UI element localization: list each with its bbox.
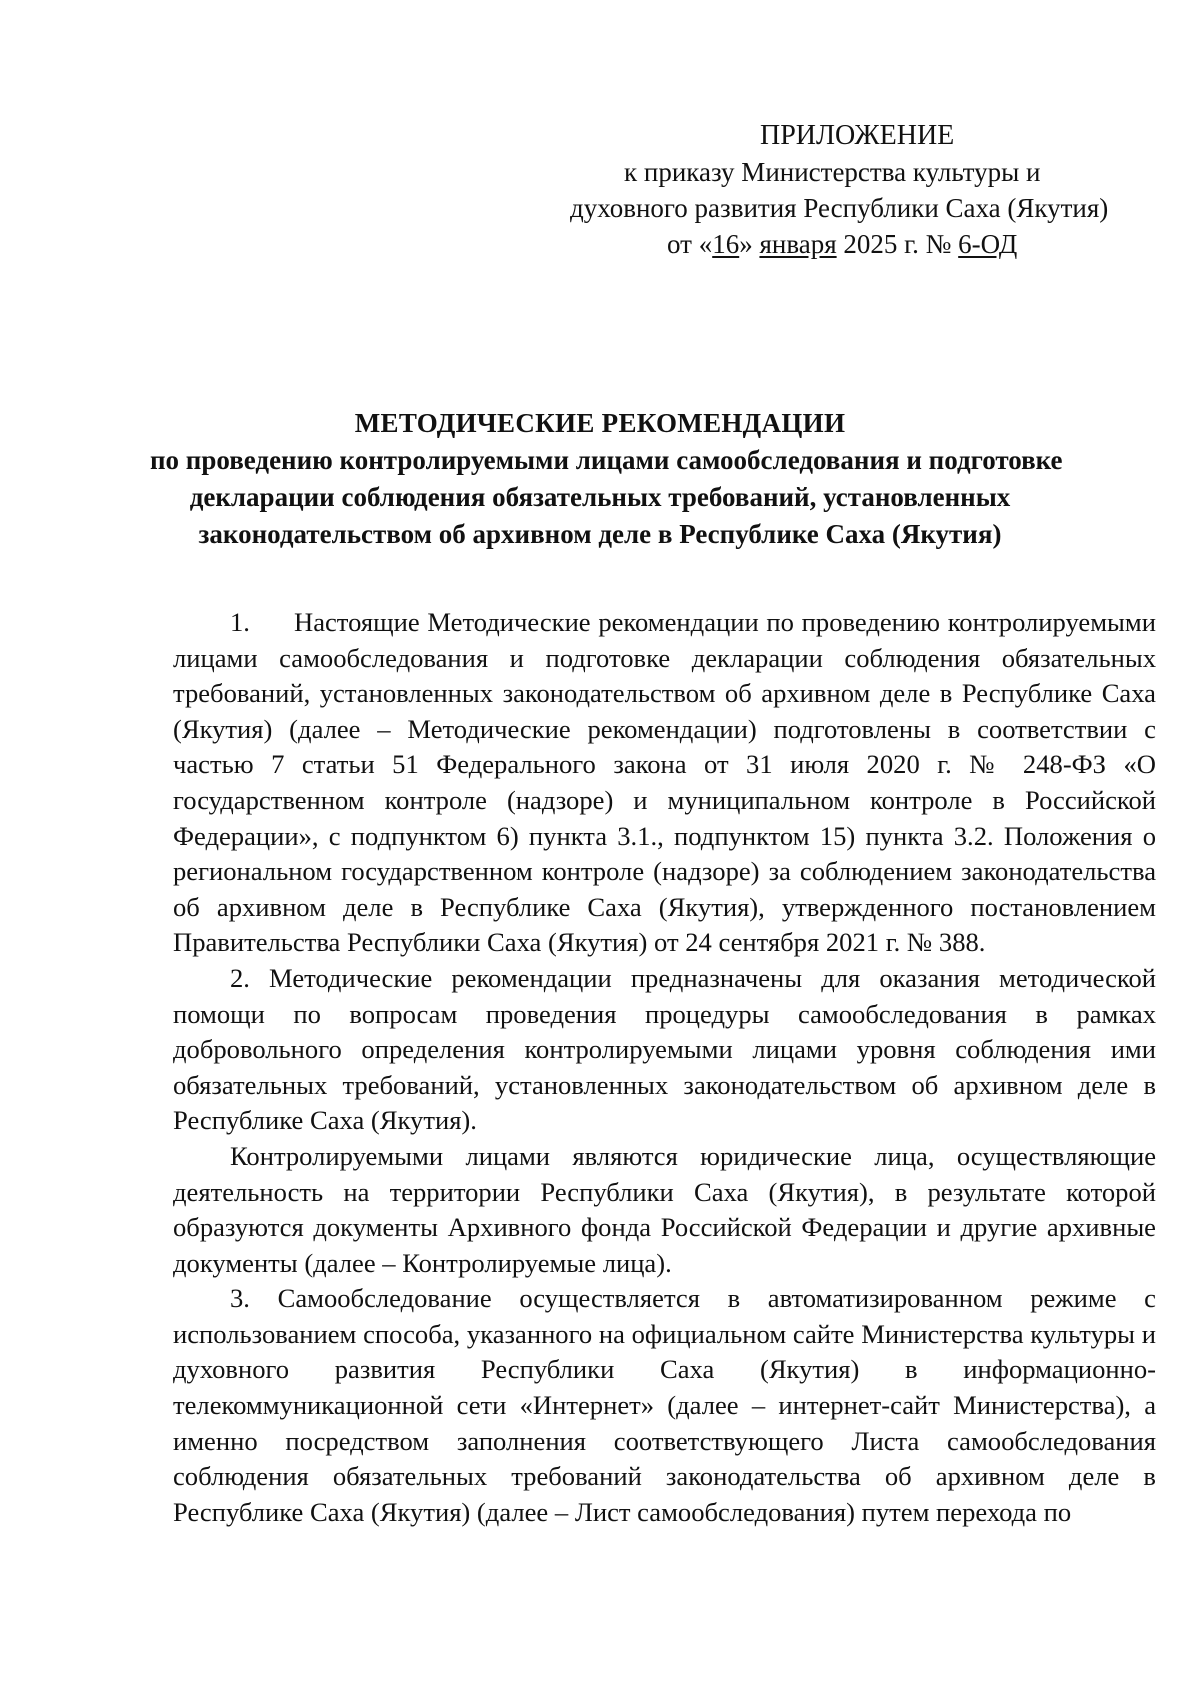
date-prefix: от « bbox=[667, 229, 713, 259]
document-body bbox=[173, 605, 1156, 1530]
date-day: 16 bbox=[712, 229, 740, 259]
title-sub-line: по проведению контролируемыми лицами самообследования и подготовке bbox=[150, 445, 1063, 475]
appendix-ministry-name: духовного развития Республики Саха (Якутия) bbox=[570, 193, 1109, 223]
date-year: 2025 г. № bbox=[836, 229, 959, 259]
document-title bbox=[150, 404, 1063, 553]
paragraph-3: Контролируемыми лицами являются юридические лица, осуществляющие деятельность на территории Республики Саха (Якутия), в результате которой образуются документы Архивного фонда Российской Федерации и другие архивные документы (далее – Контролируемые лица). bbox=[173, 1140, 1156, 1278]
date-mid: » bbox=[739, 229, 760, 259]
paragraph-text: Настоящие Методические рекомендации по проведению контролируемыми лицами самообследования и подготовке декларации соблюдения обязательных требований, установленных законодательством об архивном деле в Республике Саха (Якутия) (далее – Методические рекомендации) подготовлены в соответствии с частью 7 статьи 51 Федерального закона от 31 июля 2020 г. № 248-ФЗ «О государственном контроле (надзоре) и муниципальном контроле в Российской Федерации», с подпунктом 6) пункта 3.1., подпунктом 15) пункта 3.2. Положения о региональном государственном контроле (надзоре) за соблюдением законодательства об архивном деле в Республике Саха (Якутия), утвержденного постановлением Правительства Республики Саха (Якутия) от 24 сентября 2021 г. № 388. bbox=[173, 607, 1156, 958]
order-number: 6-ОД bbox=[958, 229, 1018, 259]
title-subtitle bbox=[150, 442, 1063, 553]
appendix-heading: ПРИЛОЖЕНИЕ bbox=[760, 120, 955, 151]
title-sub-line: декларации соблюдения обязательных требований, установленных bbox=[189, 482, 1011, 512]
title-main: МЕТОДИЧЕСКИЕ РЕКОМЕНДАЦИИ bbox=[354, 408, 846, 438]
paragraph-number: 1. bbox=[230, 607, 250, 637]
paragraph-4: 3. Самообследование осуществляется в автоматизированном режиме с использованием способа, указанного на официальном сайте Министерства культуры и духовного развития Республики Саха (Якутия) в информационно-телекоммуникационной сети «Интернет» (далее – интернет-сайт Министерства), а именно посредством заполнения соответствующего Листа самообследования соблюдения обязательных требований законодательства об архивном деле в Республике Саха (Якутия) (далее – Лист самообследования) путем перехода по bbox=[173, 1283, 1156, 1527]
paragraph-2: 2. Методические рекомендации предназначены для оказания методической помощи по вопросам проведения процедуры самообследования в рамках добровольного определения контролируемыми лицами уровня соблюдения ими обязательных требований, установленных законодательством об архивном деле в Республике Саха (Якутия). bbox=[173, 962, 1156, 1136]
appendix-order-reference: к приказу Министерства культуры и bbox=[624, 157, 1041, 187]
appendix-stamp bbox=[560, 118, 1160, 262]
date-month: января bbox=[759, 229, 837, 259]
paragraph-1 bbox=[173, 605, 1156, 961]
appendix-order-date bbox=[560, 226, 1160, 262]
title-sub-line: законодательством об архивном деле в Республике Саха (Якутия) bbox=[198, 519, 1002, 549]
